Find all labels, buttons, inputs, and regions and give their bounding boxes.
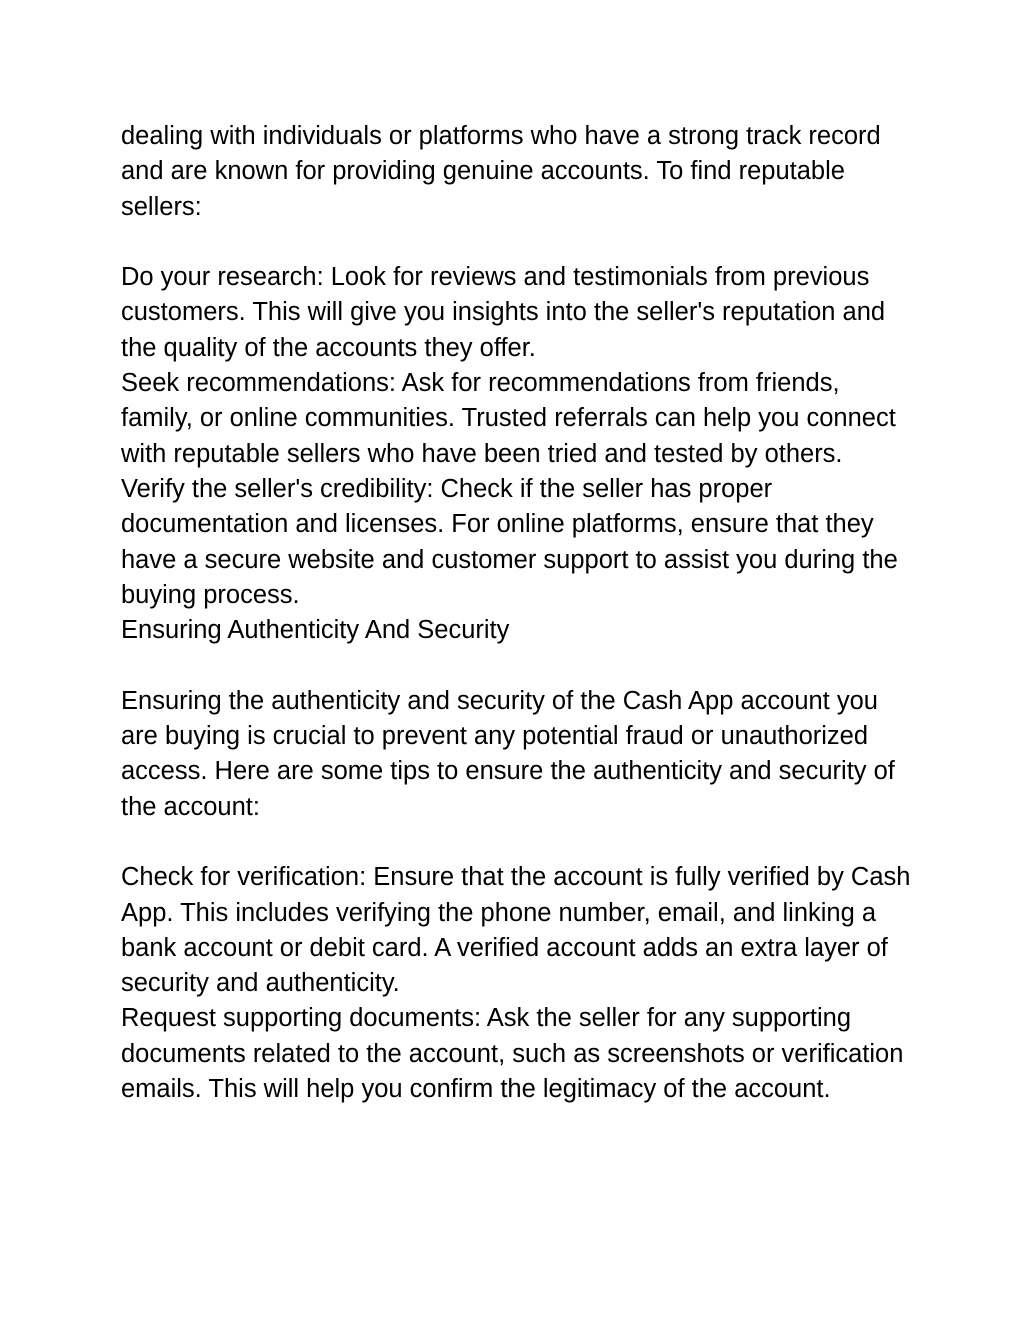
paragraph-seek-recommendations: Seek recommendations: Ask for recommendations from friends, family, or online communities. Trusted referrals can help you connect with reputable sellers who have been tried and tested by others. [121,369,896,468]
paragraph-spacer [121,225,911,260]
paragraph-intro: dealing with individuals or platforms who have a strong track record and are known for providing genuine accounts. To find reputable sellers: [121,122,881,221]
paragraph-check-verification: Check for verification: Ensure that the account is fully verified by Cash App. This includes verifying the phone number, email, and linking a bank account or debit card. A verified account adds an extra layer of security and authenticity. [121,863,911,998]
paragraph-spacer [121,648,911,683]
paragraph-verify-credibility: Verify the seller's credibility: Check if the seller has proper documentation and licenses. For online platforms, ensure that they have a secure website and customer support to assist you during the buying process. [121,474,898,609]
document-body [121,119,911,1107]
paragraph-spacer [121,825,911,860]
paragraph-authenticity-intro: Ensuring the authenticity and security of the Cash App account you are buying is crucial to prevent any potential fraud or unauthorized access. Here are some tips to ensure the authenticity and security of the account: [121,686,895,821]
paragraph-request-documents: Request supporting documents: Ask the seller for any supporting documents related to the account, such as screenshots or verification emails. This will help you confirm the legitimacy of the account. [121,1004,904,1104]
section-heading: Ensuring Authenticity And Security [121,616,510,645]
paragraph-do-research: Do your research: Look for reviews and testimonials from previous customers. This will give you insights into the seller's reputation and the quality of the accounts they offer. [121,263,886,362]
